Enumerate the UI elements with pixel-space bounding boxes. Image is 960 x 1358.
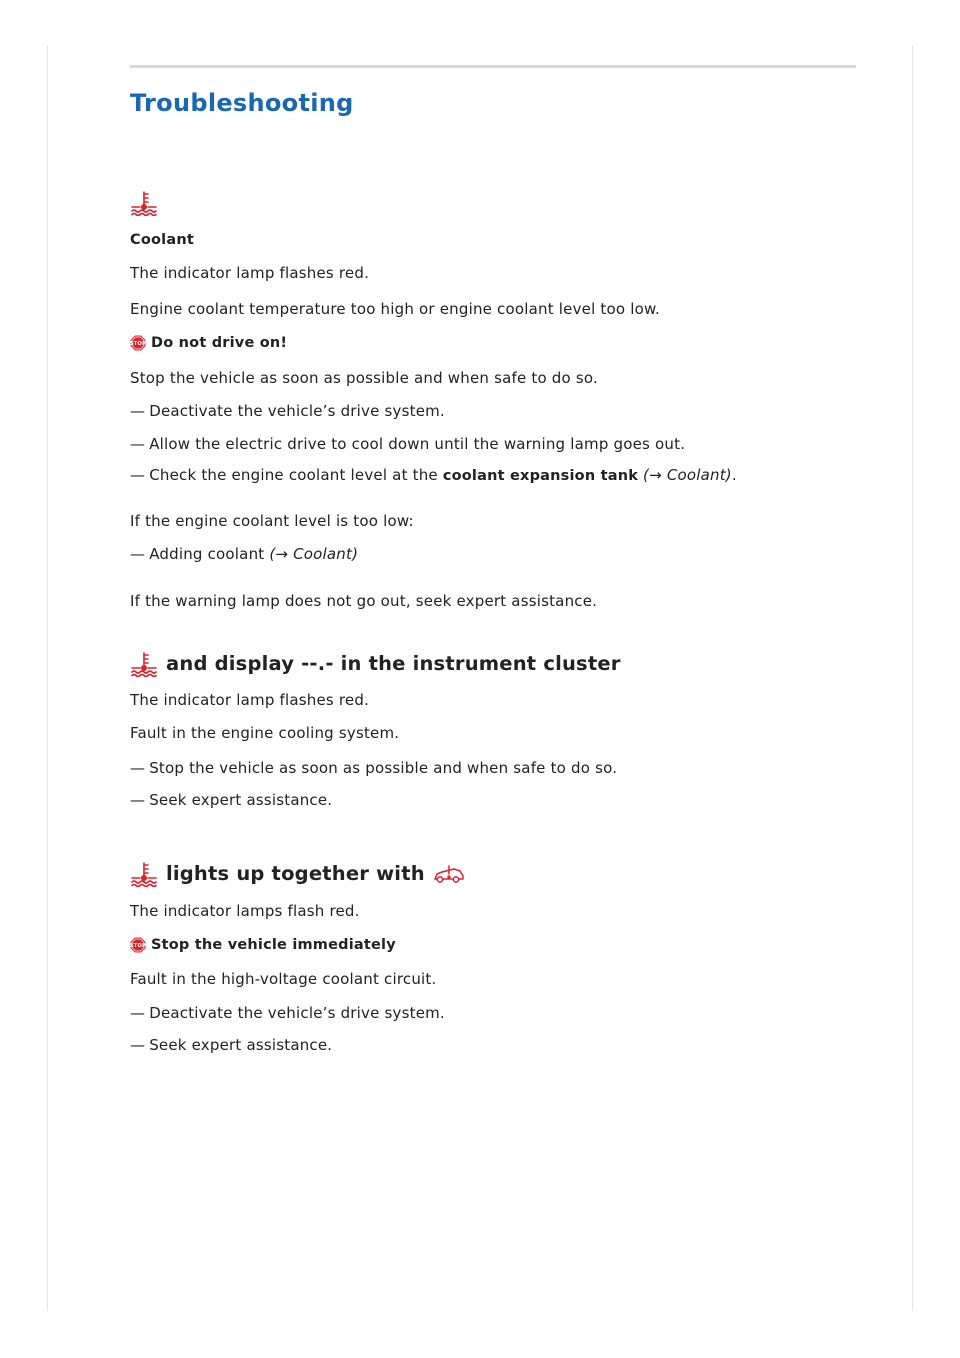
step-text: Stop the vehicle as soon as possible and when safe to do so. bbox=[149, 759, 618, 777]
section3-text-1: The indicator lamps flash red. bbox=[130, 902, 360, 920]
step-dash: — bbox=[130, 1036, 146, 1054]
section2-step-1 bbox=[130, 758, 617, 778]
header-rule bbox=[130, 65, 856, 68]
warning-text: Stop the vehicle immediately bbox=[151, 937, 396, 953]
section2-heading bbox=[130, 651, 621, 677]
step-dash: — bbox=[130, 402, 146, 420]
coolant-temperature-icon bbox=[130, 190, 158, 216]
stop-icon bbox=[130, 937, 146, 953]
section3-text-2: Fault in the high-voltage coolant circuit. bbox=[130, 970, 437, 988]
section2-text-2: Fault in the engine cooling system. bbox=[130, 724, 400, 742]
section3-heading bbox=[130, 861, 474, 887]
coolant-reference-link[interactable]: (→ Coolant) bbox=[269, 545, 359, 563]
section1-step-2 bbox=[130, 434, 685, 454]
step-text: Allow the electric drive to cool down until the warning lamp goes out. bbox=[149, 435, 686, 453]
page-border-left bbox=[47, 45, 48, 1310]
step-text: Adding coolant bbox=[149, 545, 270, 563]
section3-step-1 bbox=[130, 1003, 445, 1023]
step-text: Deactivate the vehicle’s drive system. bbox=[149, 402, 445, 420]
page-border-right bbox=[912, 45, 913, 1310]
section2-heading-text: and display --.- in the instrument cluster bbox=[166, 652, 621, 675]
section1-icon-row bbox=[130, 190, 158, 221]
section1-step-3 bbox=[130, 465, 737, 486]
step-dash: — bbox=[130, 435, 146, 453]
warning-text: Do not drive on! bbox=[151, 335, 288, 351]
section2-text-1: The indicator lamp flashes red. bbox=[130, 691, 370, 709]
section1-text-3: Stop the vehicle as soon as possible and when safe to do so. bbox=[130, 369, 598, 387]
coolant-temperature-icon bbox=[130, 861, 158, 887]
svg-text:STOP: STOP bbox=[130, 943, 146, 950]
step-dash: — bbox=[130, 1004, 146, 1022]
section1-step-4 bbox=[130, 544, 358, 564]
step-text: Check the engine coolant level at the bbox=[149, 466, 443, 484]
step-text: Seek expert assistance. bbox=[149, 1036, 333, 1054]
step-text: Seek expert assistance. bbox=[149, 791, 333, 809]
section1-step-1 bbox=[130, 401, 445, 421]
section2-step-2 bbox=[130, 790, 332, 810]
section1-warning bbox=[130, 333, 287, 353]
section3-heading-text: lights up together with bbox=[166, 862, 425, 885]
stop-icon bbox=[130, 335, 146, 351]
section3-step-2 bbox=[130, 1035, 332, 1055]
step-end: . bbox=[731, 466, 737, 484]
section1-text-1: The indicator lamp flashes red. bbox=[130, 264, 370, 282]
step-dash: — bbox=[130, 466, 146, 484]
section1-heading: Coolant bbox=[130, 232, 194, 248]
page-title: Troubleshooting bbox=[130, 89, 354, 117]
step-dash: — bbox=[130, 791, 146, 809]
step-dash: — bbox=[130, 759, 146, 777]
section1-text-5: If the warning lamp does not go out, seek expert assistance. bbox=[130, 592, 598, 610]
section3-warning bbox=[130, 935, 396, 955]
coolant-temperature-icon bbox=[130, 651, 158, 677]
coolant-expansion-tank-term: coolant expansion tank bbox=[442, 468, 639, 484]
section1-text-2: Engine coolant temperature too high or engine coolant level too low. bbox=[130, 300, 661, 318]
coolant-reference-link[interactable]: (→ Coolant) bbox=[643, 466, 732, 484]
step-text: Deactivate the vehicle’s drive system. bbox=[149, 1004, 445, 1022]
section1-text-4: If the engine coolant level is too low: bbox=[130, 512, 414, 530]
step-dash: — bbox=[130, 545, 146, 563]
svg-text:STOP: STOP bbox=[130, 341, 146, 348]
car-fault-icon bbox=[432, 863, 466, 885]
